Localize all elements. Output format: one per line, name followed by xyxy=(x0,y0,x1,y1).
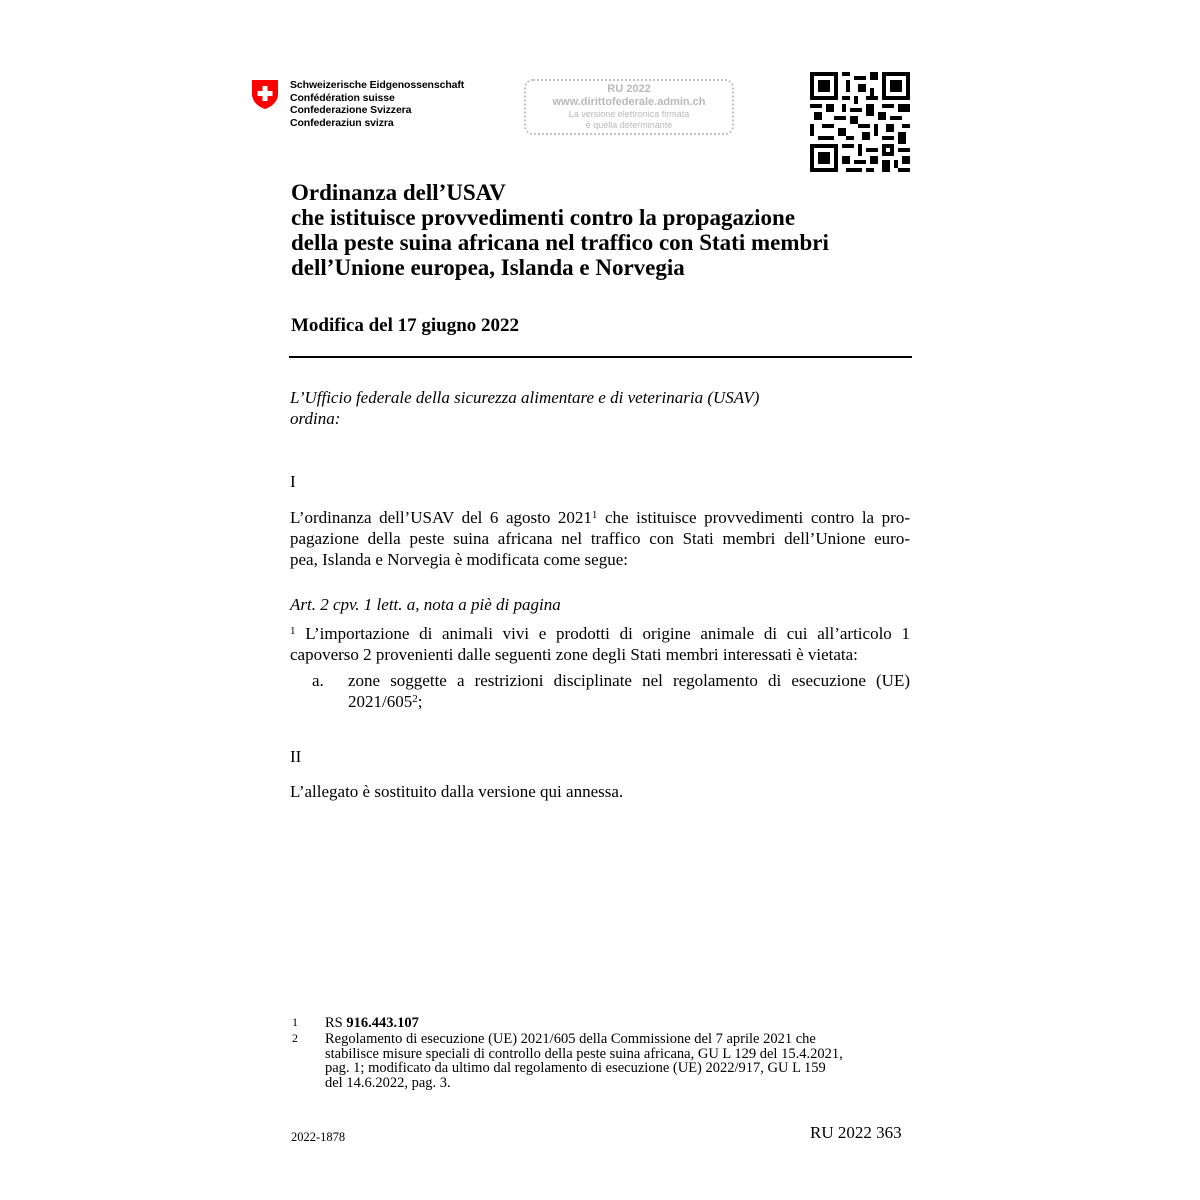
confed-line-de: Schweizerische Eidgenossenschaft xyxy=(290,79,465,91)
section-heading-i: I xyxy=(290,472,296,491)
ordinance-title xyxy=(291,180,829,280)
annex-replacement-text: L’allegato è sostituito dalla versione qui annessa. xyxy=(290,782,624,801)
preamble-authority: L’Ufficio federale della sicurezza alimentare e di veterinaria (USAV) xyxy=(290,388,760,407)
confederation-name-block xyxy=(290,79,464,129)
title-divider xyxy=(289,356,912,358)
stamp-note-2: è quella determinante xyxy=(585,120,673,130)
footnote-2-line-2: stabilisce misure speciali di controllo della peste suina africana, GU L 129 del 15.4.2021, xyxy=(325,1045,843,1062)
para1-line-3: pea, Islanda e Norvegia è modificata come segue: xyxy=(290,550,628,569)
stamp-url[interactable]: www.dirittofederale.admin.ch xyxy=(552,96,706,108)
article-heading: Art. 2 cpv. 1 lett. a, nota a piè di pagina xyxy=(290,595,561,614)
stamp-note-1: La versione elettronica firmata xyxy=(568,109,690,119)
article-paragraph-1 xyxy=(290,623,910,665)
footnote-2-line-4: del 14.6.2022, pag. 3. xyxy=(325,1074,451,1091)
confed-line-rm: Confederaziun svizra xyxy=(290,116,394,129)
title-line-4: dell’Unione europea, Islanda e Norvegia xyxy=(291,255,685,280)
stamp-ru: RU 2022 xyxy=(607,83,651,95)
confed-line-it: Confederazione Svizzera xyxy=(290,104,412,117)
footnote-number-1: 1 xyxy=(292,1015,298,1029)
para2-line-1: $^1$ L’importazione di animali vivi e prodotti di origine animale di cui all’articolo 1 xyxy=(290,624,910,643)
electronic-version-stamp xyxy=(524,79,734,135)
title-line-1: Ordinanza dell’USAV xyxy=(291,180,506,205)
paragraph-number: 1 xyxy=(290,625,296,637)
list-item-text xyxy=(348,670,910,712)
footnote-number-2: 2 xyxy=(292,1031,298,1045)
official-compilation-reference: RU 2022 363 xyxy=(810,1123,902,1142)
amendment-date: Modifica del 17 giugno 2022 xyxy=(291,315,520,336)
footnote-text-2 xyxy=(325,1032,910,1090)
preamble xyxy=(290,387,759,429)
para1-line-1: L’ordinanza dell’USAV del 6 agosto 2021$^1$ che istituisce provvedimenti contro la pro- xyxy=(290,508,910,527)
footnote-2-line-3: pag. 1; modificato da ultimo dal regolamento di esecuzione (UE) 2022/917, GU L 159 xyxy=(325,1060,826,1076)
item-line-2: $2021/605^2$; xyxy=(348,692,423,711)
footnote-ref-1[interactable]: 1 xyxy=(591,509,598,521)
footnote-rs-number[interactable]: 916.443.107 xyxy=(346,1015,419,1031)
para1-line-2: pagazione della peste suina africana nel traffico con Stati membri dell’Unione euro- xyxy=(290,529,910,548)
preamble-ordina: ordina: xyxy=(290,409,341,428)
title-line-3: della peste suina africana nel traffico con Stati membri xyxy=(291,230,829,255)
swiss-coat-of-arms-icon xyxy=(251,79,279,110)
list-item-label: a. xyxy=(312,671,324,690)
item-line-1: zone soggette a restrizioni disciplinate nel regolamento di esecuzione (UE) xyxy=(348,671,910,690)
footnote-2-line-1: Regolamento di esecuzione (UE) 2021/605 della Commissione del 7 aprile 2021 che xyxy=(325,1031,816,1047)
footnote-ref-2[interactable]: 2 xyxy=(412,693,418,705)
section-heading-ii: II xyxy=(290,747,302,766)
qr-code-icon xyxy=(810,72,910,172)
document-id: 2022-1878 xyxy=(291,1130,346,1144)
amendment-intro-paragraph xyxy=(290,507,910,570)
footnote-text-1: RS 916.443.107 xyxy=(325,1015,419,1031)
para2-line-2: capoverso 2 provenienti dalle seguenti zone degli Stati membri interessati è vietata: xyxy=(290,645,858,664)
confed-line-fr: Confédération suisse xyxy=(290,91,395,104)
title-line-2: che istituisce provvedimenti contro la propagazione xyxy=(291,205,796,230)
